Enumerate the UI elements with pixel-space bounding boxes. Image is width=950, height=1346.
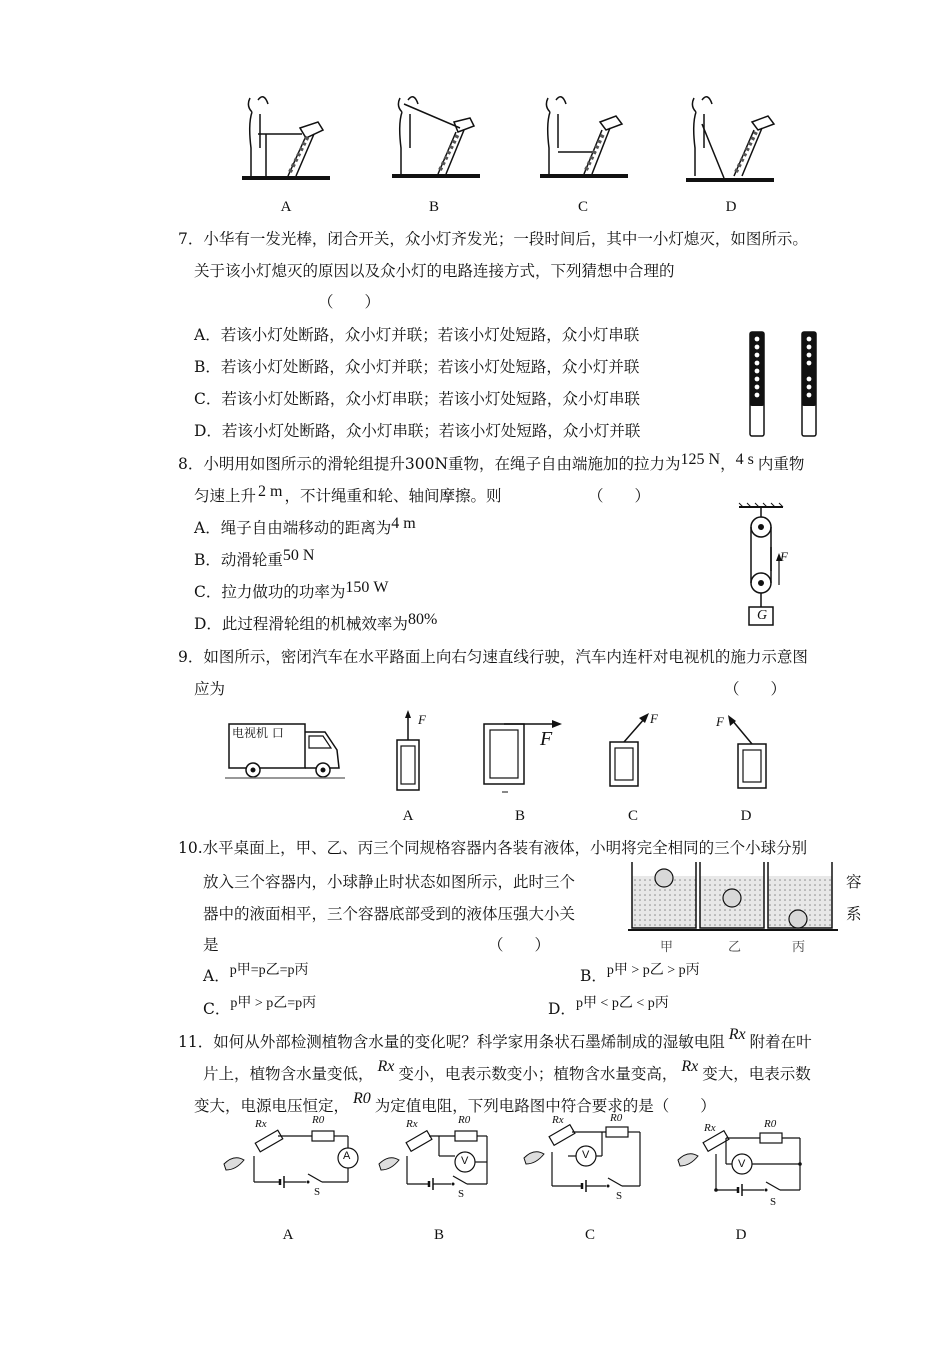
q10-stem-line2a: 放入三个容器内，小球静止时状态如图所示，此时三个 [203,873,576,891]
q11-label-a: A [282,1227,294,1243]
q8-option-d[interactable] [194,611,438,635]
q9-label-a: A [402,808,414,824]
q10-stem-line3b: 系 [846,905,862,923]
q6-figure-a [238,88,338,188]
q10-option-a[interactable] [203,963,309,988]
q10-stem-line3a: 器中的液面相平，三个容器底部受到的液体压强大小关 [203,905,576,923]
q10-label-bing: 丙 [792,940,806,955]
q8-stem-d: ，不计绳重和轮、轴间摩擦。则 [284,487,502,505]
q6-label-b: B [428,199,439,215]
q10-option-a-letter: A． [203,967,230,985]
q9-label-d: D [740,808,752,824]
q8-distance-value: 2 m [258,483,283,500]
q10-option-b-expr: p甲 > p乙 > p丙 [606,963,700,978]
q8-answer-blank: （ ） [588,487,651,505]
q9-figure-b-force-label: F [540,728,553,750]
q8-option-a-value: 4 m [391,515,416,532]
q10-option-d[interactable] [548,996,669,1021]
q8-force-label: F [780,549,788,564]
q11-circuit-a-rx-label: Rx [255,1118,267,1130]
q11-circuit-c-switch-label: S [616,1190,623,1202]
q6-figure-c [536,88,636,188]
q8-force-value: 125 N [680,451,721,468]
q10-containers-drawing [628,858,838,936]
q11-stem-line2b: 变小，电表示数变小；植物含水量变高， [398,1065,678,1083]
q8-option-a[interactable] [194,515,416,539]
q11-stem-line2a: 片上，植物含水量变低， [203,1065,374,1083]
q8-stem-line1 [178,451,805,475]
q11-r0-symbol: R0 [353,1090,371,1107]
q11-label-b: B [433,1227,444,1243]
q11-circuit-c-r0-label: R0 [610,1112,623,1124]
q11-circuit-b-rx-label: Rx [406,1118,418,1130]
q9-stem-line1: 9．如图所示，密闭汽车在水平路面上向右匀速直线行驶，汽车内连杆对电视机的施力示意图 [178,648,808,666]
q11-circuit-c-meter-label: V [582,1149,590,1161]
q11-circuit-b-switch-label: S [458,1188,465,1200]
q11-stem-line2c: 变大，电表示数 [702,1065,811,1083]
q8-option-b[interactable] [194,547,315,571]
q9-label-c: C [627,808,638,824]
q10-option-c-letter: C． [203,1000,231,1018]
q9-truck-text: 电视机 口 [232,726,284,740]
q8-stem-b: 内重物 [757,455,805,473]
q11-circuit-b [377,1112,507,1202]
q11-circuit-a-r0-label: R0 [312,1114,325,1126]
q11-circuit-d-rx-label: Rx [704,1122,716,1134]
q8-option-a-text: A．绳子自由端移动的距离为 [194,519,392,537]
q11-circuit-d-switch-label: S [770,1196,777,1208]
q7-answer-blank: （ ） [318,293,381,311]
q11-stem-line2 [203,1058,811,1085]
q8-stem-line2 [194,483,502,507]
q8-stem-c: 匀速上升 [194,487,257,505]
q8-option-c-value: 150 W [345,579,389,596]
q11-stem-line1b: 附着在叶 [749,1033,812,1051]
q10-answer-blank: （ ） [488,936,551,954]
q11-circuit-d-meter-label: V [738,1158,746,1170]
q7-glow-stick-figure [745,330,825,442]
q11-rx-symbol-2: Rx [377,1058,395,1075]
q10-stem-line1: 10.水平桌面上，甲、乙、丙三个同规格容器内各装有液体，小明将完全相同的三个小球分别 [178,839,808,857]
q10-option-d-expr: p甲 < p乙 < p丙 [575,996,669,1011]
q8-time-value: 4 s [735,451,754,468]
q9-figure-a-force-label: F [418,712,426,727]
q8-option-d-value: 80% [407,611,438,628]
q7-stem-line2: 关于该小灯熄灭的原因以及众小灯的电路连接方式，下列猜想中合理的 [194,262,675,280]
q7-option-b[interactable]: B．若该小灯处断路，众小灯并联；若该小灯处短路，众小灯并联 [194,358,640,376]
q9-figure-d [718,710,778,790]
q11-rx-symbol-3: Rx [681,1058,699,1075]
q10-label-jia: 甲 [660,940,674,955]
q11-stem-line1 [178,1026,812,1053]
q8-option-b-value: 50 N [282,547,315,564]
q8-weight-label: G [757,608,768,623]
q10-option-b-letter: B． [580,967,607,985]
q8-option-b-text: B．动滑轮重 [194,551,283,569]
q9-figure-d-force-label: F [716,714,724,729]
q10-option-c-expr: p甲 > p乙=p丙 [230,996,317,1011]
q10-label-yi: 乙 [728,940,742,955]
q10-option-d-letter: D． [548,1000,576,1018]
q10-stem-line2b: 容 [846,873,862,891]
q11-stem-line1a: 11．如何从外部检测植物含水量的变化呢？科学家用条状石墨烯制成的湿敏电阻 [178,1033,725,1051]
q7-option-a[interactable]: A．若该小灯处断路，众小灯并联；若该小灯处短路，众小灯串联 [194,326,640,344]
q7-option-d[interactable]: D．若该小灯处断路，众小灯串联；若该小灯处短路，众小灯并联 [194,422,641,440]
q11-label-c: C [584,1227,595,1243]
q9-figure-c-force-label: F [650,711,658,726]
q8-option-c-text: C．拉力做功的功率为 [194,583,346,601]
q11-circuit-a [222,1112,362,1202]
q11-circuit-a-switch-label: S [314,1186,321,1198]
q9-answer-blank: （ ） [724,680,787,698]
q8-stem-a: 8．小明用如图所示的滑轮组提升300N重物，在绳子自由端施加的拉力为 [178,455,681,473]
q10-option-a-expr: p甲=p乙=p丙 [229,963,309,978]
q11-rx-symbol: Rx [728,1026,746,1043]
q6-figure-d [682,88,782,188]
q9-label-b: B [514,808,525,824]
q11-circuit-b-r0-label: R0 [458,1114,471,1126]
q11-circuit-c-rx-label: Rx [552,1114,564,1126]
q11-stem-line3b: 为定值电阻，下列电路图中符合要求的是（ ） [374,1097,716,1115]
q8-option-c[interactable] [194,579,389,603]
q7-stem-line1: 7．小华有一发光棒，闭合开关，众小灯齐发光；一段时间后，其中一小灯熄灭，如图所示。 [178,230,808,248]
q6-label-c: C [577,199,588,215]
q9-stem-line2: 应为 [194,680,226,698]
q11-circuit-b-meter-label: V [461,1155,469,1167]
q11-stem-line3a: 变大，电源电压恒定， [194,1097,350,1115]
q11-circuit-a-meter-label: A [343,1150,351,1162]
q6-figure-b [388,88,488,188]
q6-label-a: A [280,199,292,215]
q8-comma: ， [720,455,736,473]
q6-label-d: D [725,199,737,215]
q7-option-c[interactable]: C．若该小灯处断路，众小灯串联；若该小灯处短路，众小灯串联 [194,390,640,408]
q9-figure-b [482,716,566,796]
q11-label-d: D [735,1227,747,1243]
q8-option-d-text: D．此过程滑轮组的机械效率为 [194,615,408,633]
q10-option-c[interactable] [203,996,317,1021]
q10-stem-line4: 是 [203,936,219,954]
q11-circuit-d-r0-label: R0 [764,1118,777,1130]
q10-option-b[interactable] [580,963,700,988]
